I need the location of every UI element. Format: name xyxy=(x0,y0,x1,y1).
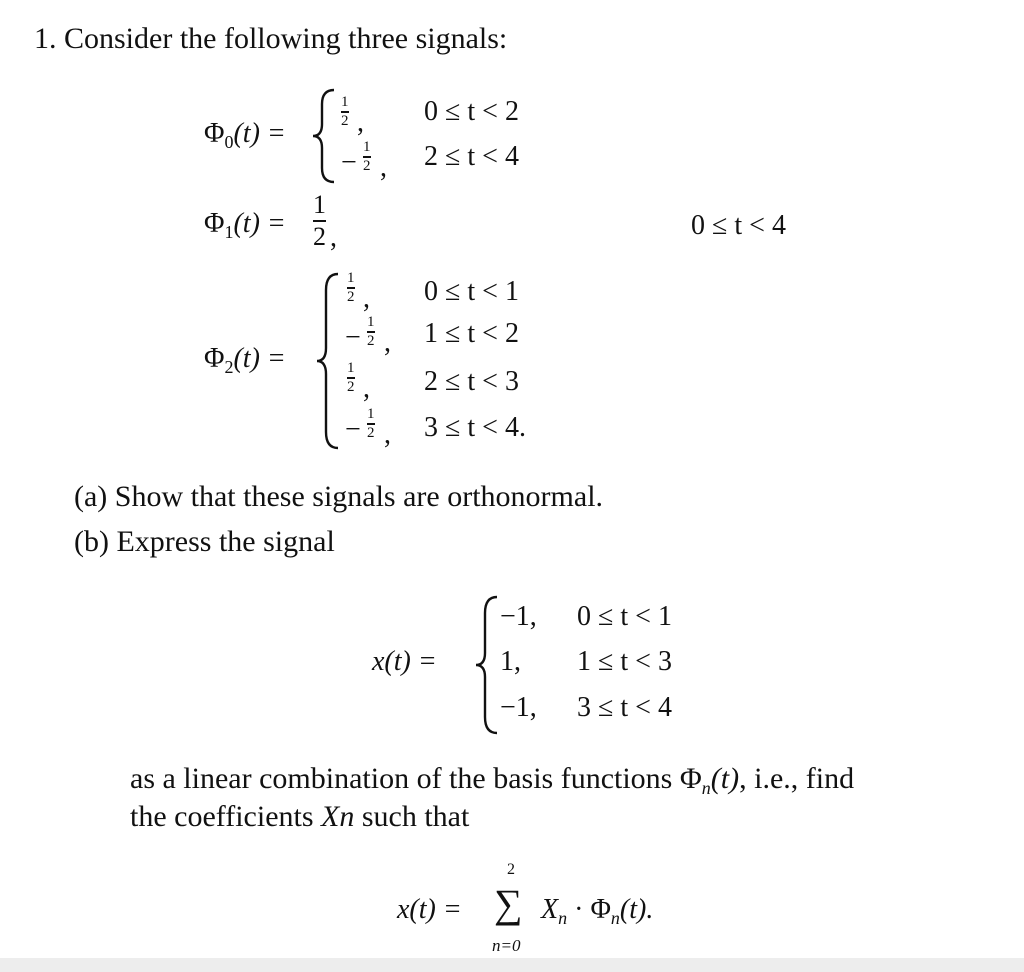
phi2-case4-value: 1 2 xyxy=(367,406,375,441)
part-b xyxy=(74,527,335,557)
phi2-case2-sign: − xyxy=(345,322,361,353)
phi2-case2-comma: , xyxy=(384,327,391,358)
bottom-shadow-band xyxy=(0,958,1024,972)
phi2-case3-comma: , xyxy=(363,373,370,404)
x-case2-condition: 1 ≤ t < 3 xyxy=(577,646,672,677)
phi1-condition: 0 ≤ t < 4 xyxy=(691,210,786,241)
part-b-label: (b) xyxy=(74,525,109,558)
phi0-case1-condition: 0 ≤ t < 2 xyxy=(424,96,519,127)
problem-intro: Consider the following three signals: xyxy=(64,22,508,55)
x-case1-value: −1, xyxy=(500,601,537,632)
part-a-label: (a) xyxy=(74,480,108,513)
continuation-line-1: as a linear combination of the basis functions $\Phi_n(t)$, i.e., find xyxy=(130,762,855,798)
problem-heading xyxy=(34,24,507,54)
problem-number: 1. xyxy=(34,22,57,55)
x-def-lhs: x(t) = xyxy=(372,646,437,677)
phi2-case2-condition: 1 ≤ t < 2 xyxy=(424,318,519,349)
continuation-line-2: the coefficients Xn such that xyxy=(130,800,470,833)
phi2-case4-sign: − xyxy=(345,414,361,445)
sum-term: $X_n \cdot \Phi_n(t)$. xyxy=(541,894,654,928)
phi0-case2-value: 1 2 xyxy=(363,139,371,174)
sum-sigma: ∑ xyxy=(494,881,523,926)
phi0-lhs: $\Phi_0(t)$ = xyxy=(204,118,286,152)
phi0-case1-value: 1 2 xyxy=(341,94,349,129)
phi0-case2-comma: , xyxy=(380,152,387,183)
phi0-case2-sign: − xyxy=(341,147,357,178)
sum-lhs: x(t) = xyxy=(397,894,462,925)
phi2-case1-condition: 0 ≤ t < 1 xyxy=(424,276,519,307)
phi2-brace xyxy=(313,272,343,450)
phi1-comma: , xyxy=(330,222,337,253)
phi0-brace xyxy=(309,88,339,184)
phi2-case1-value: 1 2 xyxy=(347,270,355,305)
part-a xyxy=(74,482,603,512)
part-b-text: Express the signal xyxy=(116,525,335,558)
phi1-value: 1 2 xyxy=(313,190,326,251)
x-case3-value: −1, xyxy=(500,692,537,723)
phi0-case2-condition: 2 ≤ t < 4 xyxy=(424,141,519,172)
phi2-case1-comma: , xyxy=(363,283,370,314)
phi0-case1-comma: , xyxy=(357,107,364,138)
phi2-lhs: $\Phi_2(t)$ = xyxy=(204,343,286,377)
phi2-case4-comma: , xyxy=(384,419,391,450)
sum-upper-limit: 2 xyxy=(507,861,515,878)
phi2-case3-value: 1 2 xyxy=(347,360,355,395)
phi2-case4-condition: 3 ≤ t < 4. xyxy=(424,412,526,443)
x-def-brace xyxy=(472,595,502,735)
phi2-case3-condition: 2 ≤ t < 3 xyxy=(424,366,519,397)
phi1-lhs: $\Phi_1(t)$ = xyxy=(204,208,286,242)
part-a-text: Show that these signals are orthonormal. xyxy=(114,480,604,513)
x-case2-value: 1, xyxy=(500,646,521,677)
phi2-case2-value: 1 2 xyxy=(367,314,375,349)
x-case1-condition: 0 ≤ t < 1 xyxy=(577,601,672,632)
sum-lower-limit: n=0 xyxy=(492,936,521,955)
x-case3-condition: 3 ≤ t < 4 xyxy=(577,692,672,723)
